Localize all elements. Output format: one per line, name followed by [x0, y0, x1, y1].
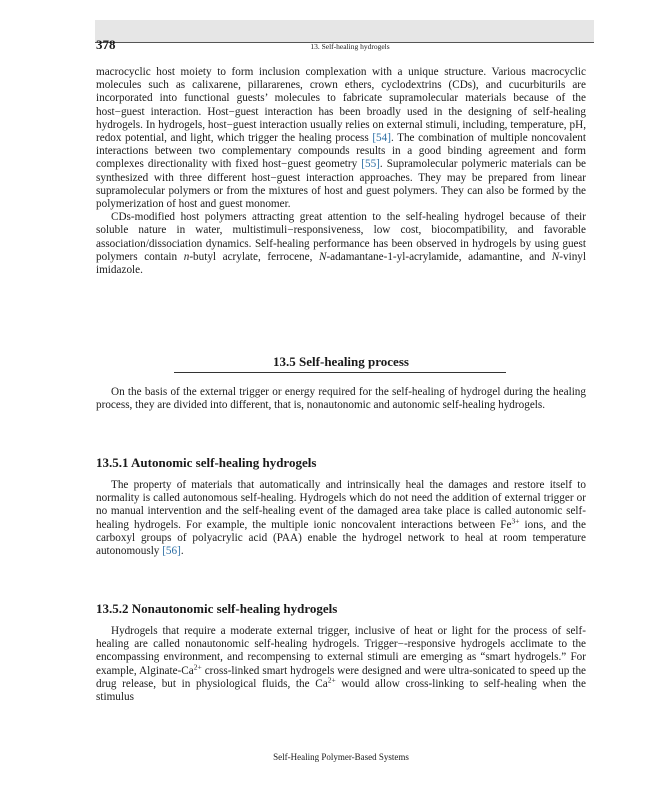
paragraph: macrocyclic host moiety to form inclusion complexation with a unique structure. Various macrocyclic molecules such as calixarene, pillararenes, crown ethers, cyclodextrins (CDs), and cucurbiturils are incorporated into functional guests’ molecules to fabricate supramolecular materials because of the host−guest interaction. Host−guest interaction has been broadly used in the designing of self-healing hydrogels. In hydrogels, host−guest interaction usually relies on external stimuli, including, temperature, pH, redox potential, and light, which trigger the healing process [54]. The combination of multiple noncovalent interactions between two complementary compounds results in a good binding agreement and form complexes directionality with fixed host−guest geometry [55]. Supramolecular polymeric materials can be synthesized with three different host−guest interaction approaches. They may be prepared from linear supramolecular polymers or from the mixtures of host and guest polymers. They can also be formed by the polymerization of host and guest monomer. — [96, 66, 587, 211]
citation-link[interactable]: [54] — [372, 132, 391, 145]
subsection-title: 13.5.2 Nonautonomic self-healing hydrogels — [96, 601, 338, 616]
citation-link[interactable]: [55] — [361, 158, 380, 171]
header-band — [95, 20, 594, 42]
subsection-title: 13.5.1 Autonomic self-healing hydrogels — [96, 455, 317, 470]
footer-book-title: Self-Healing Polymer-Based Systems — [273, 752, 409, 762]
subsection-body — [96, 479, 586, 558]
section-intro — [96, 386, 586, 412]
paragraph: CDs-modified host polymers attracting great attention to the self-healing hydrogel because of their soluble nature in water, multistimuli−responsiveness, low cost, biocompatibility, and favorable association/dissociation dynamics. Self-healing performance has been observed in hydrogels by using guest polymers contain n-butyl acrylate, ferrocene, N-adamantane-1-yl-acrylamide, adamantine, and N-vinyl imidazole. — [96, 211, 586, 277]
subsection-body — [96, 625, 586, 704]
intro-block — [96, 66, 586, 277]
paragraph: Hydrogels that require a moderate external trigger, inclusive of heat or light for the process of self-healing are called nonautonomic self-healing hydrogels. Trigger−-responsive hydrogels acclimate to the encompassing environment, and recompensing to external stimuli are emerging as “smart hydrogels.” For example, Alginate-$Ca^{2+}$ cross-linked smart hydrogels were designed and were ultra-sonicated to speed up the drug release, but in physiological fluids, the $Ca^{2+}$ would allow cross-linking to self-healing when the stimulus — [96, 625, 586, 704]
section-title: 13.5 Self-healing process — [273, 354, 409, 369]
section-rule — [174, 372, 506, 373]
page-number: 378 — [96, 37, 116, 52]
running-title: 13. Self-healing hydrogels — [310, 42, 390, 51]
paragraph: The property of materials that automatically and intrinsically heal the damages and restore itself to normality is called autonomous self-healing. Hydrogels which do not need the addition of external trigger or no manual intervention and the self-healing event of the damaged area take place is called autonomic self-healing hydrogels. For example, the multiple ionic noncovalent interactions between $Fe^{3+}$ ions, and the carboxyl groups of polyacrylic acid (PAA) enable the hydrogel network to heal at room temperature autonomously [56]. — [96, 479, 586, 558]
paragraph: On the basis of the external trigger or energy required for the self-healing of hydrogel during the healing process, they are divided into different, that is, nonautonomic and autonomic self-healing hydrogels. — [96, 386, 586, 412]
citation-link[interactable]: [56] — [162, 545, 181, 558]
